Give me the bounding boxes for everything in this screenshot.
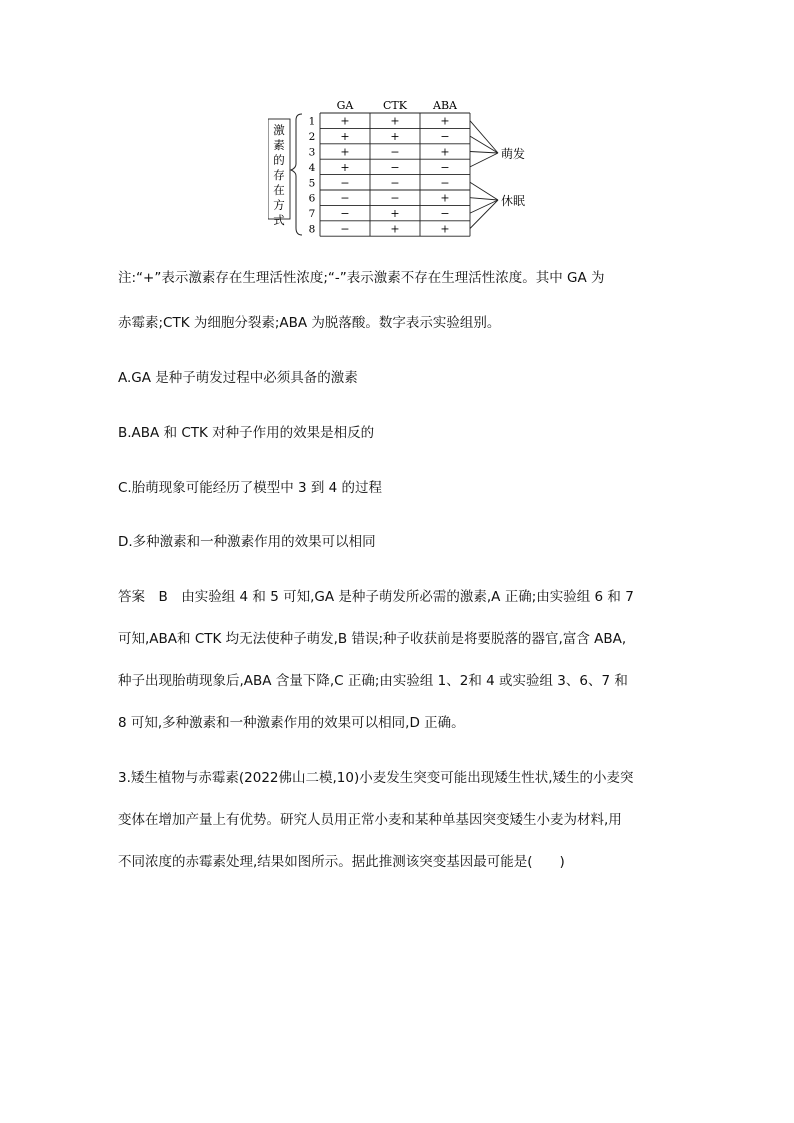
answer-line-2: 可知,ABA和 CTK 均无法使种子萌发,B 错误;种子收获前是将要脱落的器官,富含 ABA, [118,631,627,647]
connector-line [470,152,498,154]
table-cell: − [440,176,450,190]
row-number: 5 [308,177,316,190]
row-number: 7 [308,208,316,221]
left-label-char: 激 [273,123,285,137]
table-cell: + [440,191,450,205]
table-cell: − [440,130,450,144]
table-cell: − [390,176,400,190]
option-a: A.GA 是种子萌发过程中必须具备的激素 [118,370,358,386]
answer-line-4: 8 可知,多种激素和一种激素作用的效果可以相同,D 正确。 [118,715,465,731]
table-cell: + [340,130,350,144]
answer-line-1: 答案 B 由实验组 4 和 5 可知,GA 是种子萌发所必需的激素,A 正确;由实验组 6 和 7 [118,589,634,605]
left-label-char: 在 [273,183,285,197]
row-number: 2 [308,131,316,144]
table-cell: − [340,176,350,190]
option-b: B.ABA 和 CTK 对种子作用的效果是相反的 [118,425,375,441]
left-label-char: 式 [273,213,285,227]
option-c: C.胎萌现象可能经历了模型中 3 到 4 的过程 [118,480,383,496]
outcome-connectors [470,121,498,229]
table-cell: + [390,207,400,221]
germinate-label: 萌发 [501,147,526,161]
table-cells [309,115,450,236]
connector-line [470,198,498,200]
question3-line-1: 3.矮生植物与赤霉素(2022佛山二模,10)小麦发生突变可能出现矮生性状,矮生的小麦突 [118,770,634,786]
table-cell: + [340,160,350,174]
connector-line [470,200,498,213]
table-cell: − [440,207,450,221]
note-line-2: 赤霉素;CTK 为细胞分裂素;ABA 为脱落酸。数字表示实验组别。 [118,315,501,331]
table-cell: + [340,145,350,159]
table-cell: − [390,145,400,159]
left-label-char: 素 [273,138,285,152]
table-cell: − [440,160,450,174]
connector-line [470,136,498,153]
hormone-table-figure [268,96,538,245]
col-header: GA [336,99,354,112]
table-cell: + [390,130,400,144]
question3-line-3: 不同浓度的赤霉素处理,结果如图所示。据此推测该突变基因最可能是( ) [118,854,565,870]
table-cell: − [390,160,400,174]
left-brace [291,114,302,235]
table-cell: − [340,207,350,221]
table-cell: + [440,145,450,159]
row-number: 8 [308,223,316,236]
option-d: D.多种激素和一种激素作用的效果可以相同 [118,534,376,550]
table-cell: − [390,191,400,205]
row-number: 4 [308,161,316,174]
left-label-char: 的 [273,153,285,167]
row-number: 3 [308,146,316,159]
dormant-label: 休眠 [501,194,526,208]
question3-line-2: 变体在增加产量上有优势。研究人员用正常小麦和某种单基因突变矮生小麦为材料,用 [118,812,622,828]
table-cell: + [440,114,450,128]
col-header: CTK [383,99,407,112]
row-number: 1 [308,115,316,128]
row-number: 6 [308,192,316,205]
left-label-char: 方 [273,198,285,212]
connector-line [470,153,498,167]
note-line-1: 注:“+”表示激素存在生理活性浓度;“-”表示激素不存在生理活性浓度。其中 GA 为 [118,270,605,286]
table-cell: + [440,222,450,236]
table-cell: + [390,114,400,128]
answer-line-3: 种子出现胎萌现象后,ABA 含量下降,C 正确;由实验组 1、2和 4 或实验组 3、6、7 和 [118,673,628,689]
table-cell: − [340,222,350,236]
table-cell: − [340,191,350,205]
connector-line [470,182,498,200]
table-cell: + [340,114,350,128]
table-cell: + [390,222,400,236]
left-label-char: 存 [273,168,285,182]
connector-line [470,200,498,229]
col-header: ABA [433,99,457,112]
connector-line [470,121,498,153]
